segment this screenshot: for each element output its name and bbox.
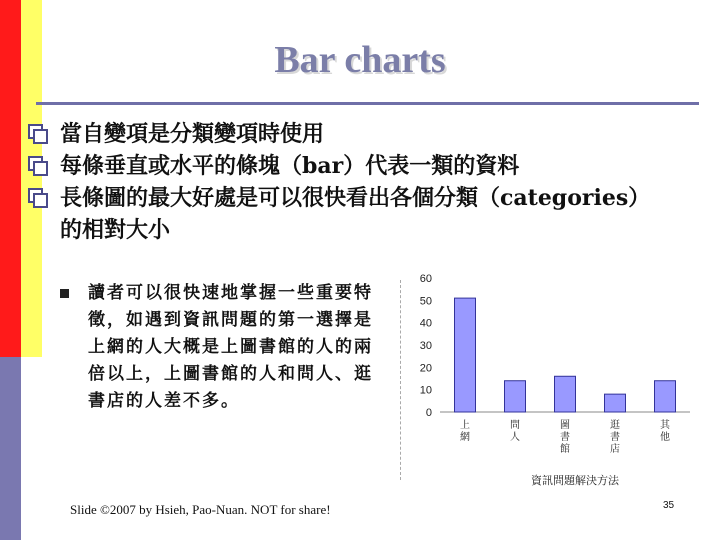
x-tick-label: 逛書店: [610, 420, 620, 455]
y-tick-label: 60: [419, 273, 432, 285]
bar: [605, 394, 626, 412]
square-bullet-icon: [28, 188, 46, 206]
bullet-text: 當自變項是分類變項時使用: [60, 121, 325, 147]
bullet-text: 每條垂直或水平的條塊（bar）代表一類的資料: [60, 153, 520, 179]
sub-bullet-text: 讀者可以很快速地掌握一些重要特徵，如遇到資訊問題的第一選擇是上網的人大概是上圖書館的人的兩倍以上，上圖書館的人和問人、逛書店的人差不多。: [88, 283, 373, 411]
bar: [455, 298, 476, 412]
footer-credit: Slide ©2007 by Hsieh, Pao-Nuan. NOT for share!: [70, 502, 331, 517]
decor-band-purple: [0, 357, 21, 540]
filled-square-icon: [60, 289, 69, 298]
x-tick-label: 上網: [460, 420, 470, 443]
bullet-list: [28, 118, 668, 246]
x-tick-label: 圖書館: [560, 420, 570, 455]
y-tick-label: 50: [419, 295, 432, 308]
x-axis-title: 資訊問題解決方法: [531, 474, 619, 487]
x-tick-label: 問人: [510, 420, 520, 443]
bar: [555, 376, 576, 412]
bullet-item: [28, 150, 668, 182]
square-bullet-icon: [28, 124, 46, 142]
x-tick-label: 其他: [660, 420, 670, 443]
title-divider: [36, 102, 699, 105]
bullet-text: 長條圖的最大好處是可以很快看出各個分類（categories）的相對大小: [60, 185, 640, 243]
page-number: 35: [663, 500, 675, 511]
bullet-item: [28, 182, 650, 246]
square-bullet-icon: [28, 156, 46, 174]
y-tick-label: 30: [419, 340, 432, 352]
bullet-item: [28, 118, 668, 150]
y-tick-label: 40: [419, 317, 432, 330]
y-tick-label: 10: [419, 384, 432, 397]
y-tick-label: 0: [425, 407, 432, 419]
bar: [655, 381, 676, 412]
sub-bullet: [60, 280, 380, 415]
bar: [505, 381, 526, 412]
bar-chart: [380, 260, 700, 490]
slide-title: Bar charts: [274, 39, 446, 81]
y-tick-label: 20: [419, 362, 432, 375]
